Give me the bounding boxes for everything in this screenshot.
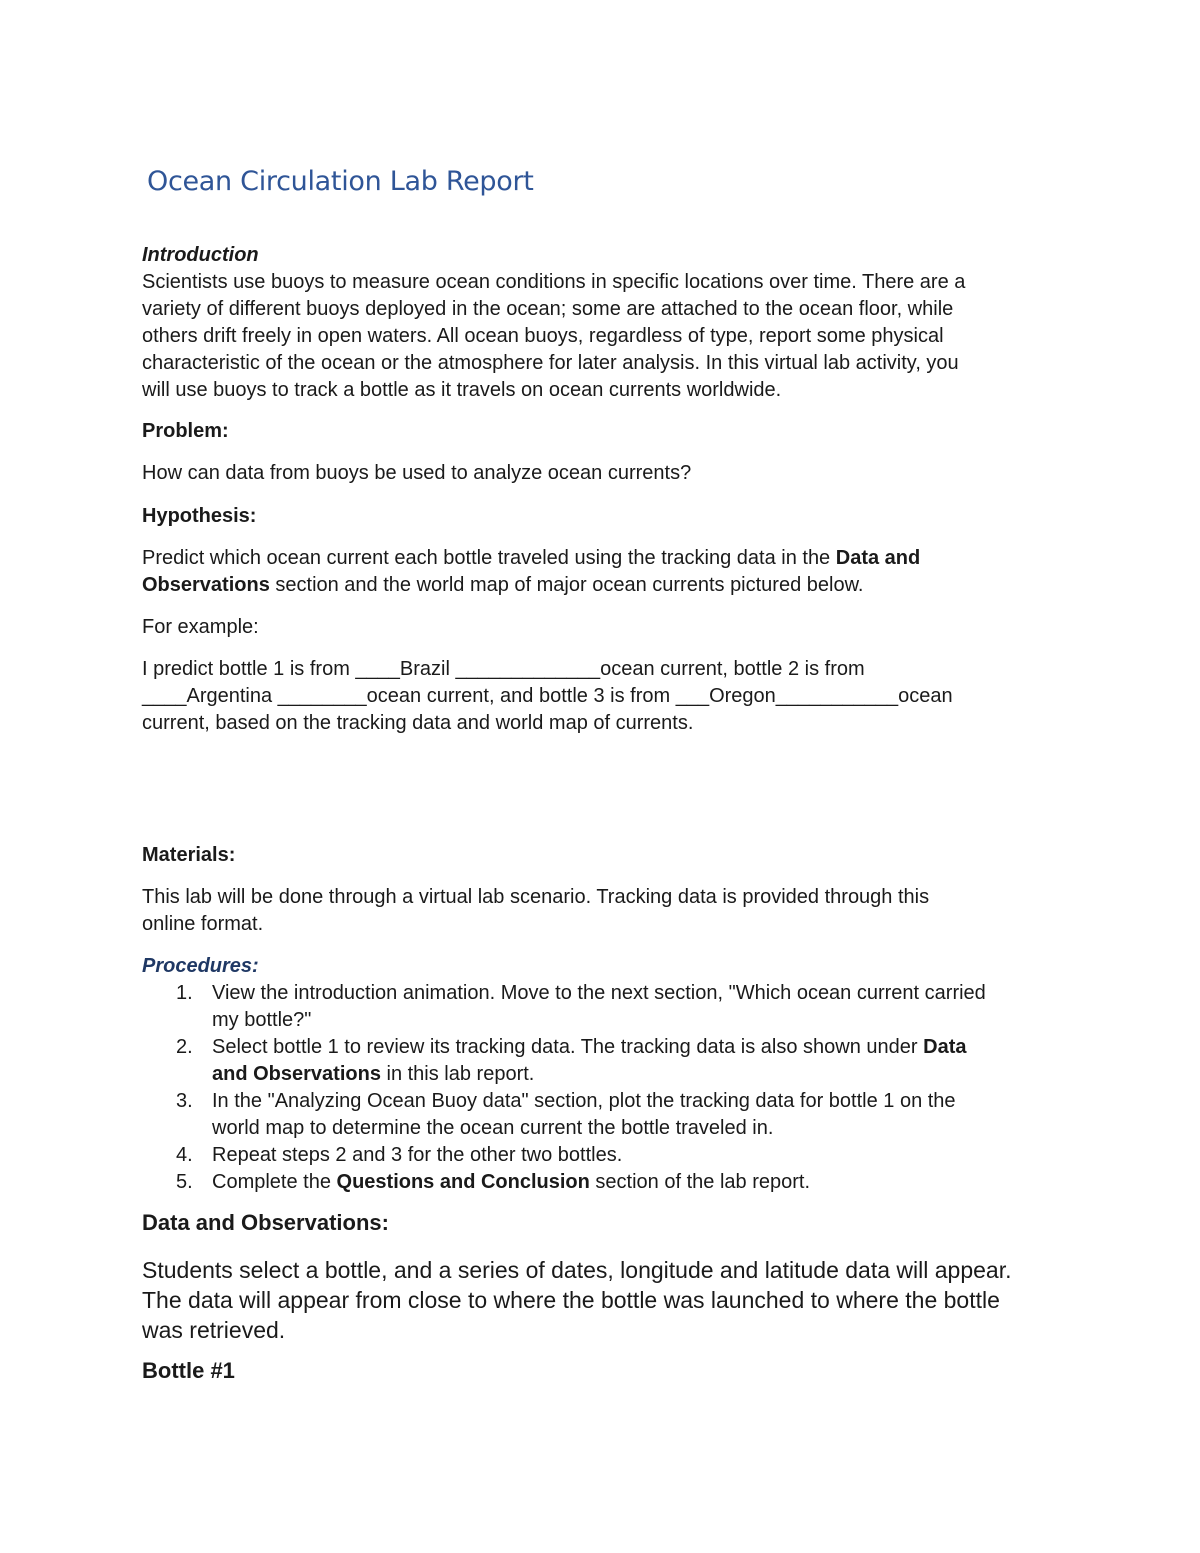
data-observations-text xyxy=(142,1255,1011,1345)
hypothesis-heading-text: Hypothesis: xyxy=(142,505,257,527)
list-item xyxy=(142,1142,1062,1169)
step-number: 2. xyxy=(176,1036,193,1058)
materials-text xyxy=(142,884,1062,938)
procedures-list xyxy=(142,980,1062,1196)
procedures-heading xyxy=(142,953,1062,980)
list-item xyxy=(142,1034,1062,1088)
step-text: section of the lab report. xyxy=(589,1171,811,1193)
step-text: world map to determine the ocean current the bottle traveled in. xyxy=(212,1117,774,1139)
list-item xyxy=(142,1169,1062,1196)
data-observations-line: Students select a bottle, and a series of dates, longitude and latitude data will appear. xyxy=(142,1257,1012,1283)
problem-question: How can data from buoys be used to analyze ocean currents? xyxy=(142,462,692,484)
materials-heading xyxy=(142,842,1062,869)
step-number: 3. xyxy=(176,1090,193,1112)
introduction-line: Scientists use buoys to measure ocean conditions in specific locations over time. There are a xyxy=(142,271,966,293)
example-label-text: For example: xyxy=(142,616,259,638)
list-item xyxy=(142,980,1062,1034)
example-label xyxy=(142,614,1062,641)
step-number: 5. xyxy=(176,1171,193,1193)
introduction-heading: Introduction xyxy=(142,244,259,266)
list-item xyxy=(142,1088,1062,1142)
step-number: 4. xyxy=(176,1144,193,1166)
step-bold-text: and Observations xyxy=(212,1063,381,1085)
step-text-line xyxy=(212,1061,1062,1088)
problem-heading xyxy=(142,418,1062,445)
problem-heading-text: Problem: xyxy=(142,420,229,442)
data-observations-line: The data will appear from close to where the bottle was launched to where the bottle xyxy=(142,1287,1000,1313)
hypothesis-line xyxy=(142,545,1062,572)
prediction-line: current, based on the tracking data and world map of currents. xyxy=(142,712,694,734)
data-observations-heading: Data and Observations: xyxy=(142,1210,389,1235)
step-text: View the introduction animation. Move to the next section, "Which ocean current carried xyxy=(212,982,986,1004)
introduction-line: characteristic of the ocean or the atmosphere for later analysis. In this virtual lab activity, you xyxy=(142,352,959,374)
step-text: Select bottle 1 to review its tracking data. The tracking data is also shown under xyxy=(212,1036,924,1058)
page-title: Ocean Circulation Lab Report xyxy=(147,166,534,197)
hypothesis-line xyxy=(142,572,1062,599)
step-text-line xyxy=(212,1169,1062,1196)
step-bold-text: Questions and Conclusion xyxy=(336,1171,590,1193)
step-number: 1. xyxy=(176,982,193,1004)
hypothesis-bold-text: Data and xyxy=(835,547,921,569)
hypothesis-heading xyxy=(142,503,1062,530)
problem-text xyxy=(142,460,1062,487)
step-text: my bottle?" xyxy=(212,1009,312,1031)
introduction-section xyxy=(142,242,1062,404)
data-observations-line: was retrieved. xyxy=(142,1317,286,1343)
step-text: Complete the xyxy=(212,1171,337,1193)
introduction-line: variety of different buoys deployed in the ocean; some are attached to the ocean floor, while xyxy=(142,298,954,320)
materials-line: online format. xyxy=(142,913,264,935)
step-text: in this lab report. xyxy=(380,1063,535,1085)
introduction-line: will use buoys to track a bottle as it travels on ocean currents worldwide. xyxy=(142,379,782,401)
introduction-line: others drift freely in open waters. All ocean buoys, regardless of type, report some physical xyxy=(142,325,944,347)
step-text: In the "Analyzing Ocean Buoy data" section, plot the tracking data for bottle 1 on the xyxy=(212,1090,956,1112)
hypothesis-bold-text: Observations xyxy=(142,574,270,596)
prediction-line: ____Argentina ________ocean current, and bottle 3 is from ___Oregon___________ocean xyxy=(142,685,953,707)
hypothesis-text: section and the world map of major ocean currents pictured below. xyxy=(269,574,864,596)
bottle-heading: Bottle #1 xyxy=(142,1358,235,1383)
step-text-line xyxy=(212,1034,1062,1061)
materials-line: This lab will be done through a virtual lab scenario. Tracking data is provided through this xyxy=(142,886,930,908)
prediction-line: I predict bottle 1 is from ____Brazil _____________ocean current, bottle 2 is from xyxy=(142,658,865,680)
procedures-heading-text: Procedures: xyxy=(142,955,259,977)
step-bold-text: Data xyxy=(923,1036,967,1058)
prediction-paragraph xyxy=(142,656,1062,737)
step-text: Repeat steps 2 and 3 for the other two bottles. xyxy=(212,1144,623,1166)
hypothesis-instructions xyxy=(142,545,1062,599)
hypothesis-text: Predict which ocean current each bottle traveled using the tracking data in the xyxy=(142,547,836,569)
materials-heading-text: Materials: xyxy=(142,844,236,866)
